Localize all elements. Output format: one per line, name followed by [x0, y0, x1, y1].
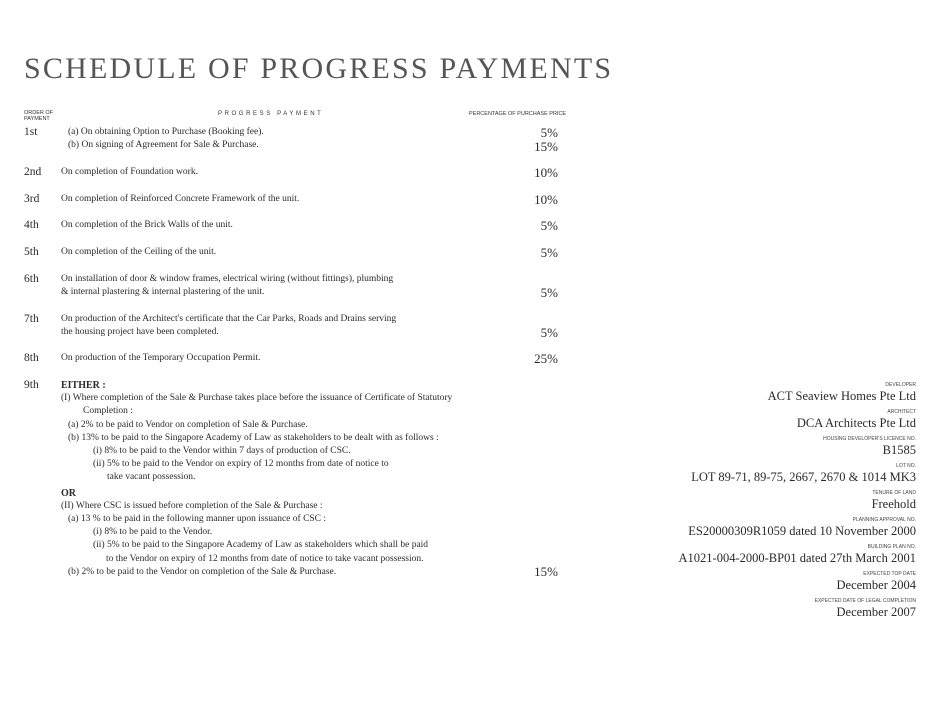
percentage-value: 5% [540, 125, 558, 140]
detail-value: Freehold [871, 497, 916, 511]
detail-value: B1585 [882, 443, 916, 457]
payment-line: (b) 2% to be paid to the Vendor on completion of the Sale & Purchase. [68, 566, 337, 577]
detail-lot-no [576, 462, 916, 484]
percentage-value: 15% [534, 564, 558, 579]
header-progress-payment: PROGRESS PAYMENT [218, 111, 324, 117]
percentage-value: 15% [534, 139, 558, 154]
payment-line: (II) Where CSC is issued before completion of the Sale & Purchase : [61, 500, 323, 511]
order-label: 8th [24, 352, 39, 364]
detail-label: PLANNING APPROVAL NO. [852, 517, 916, 523]
percentage-value: 5% [540, 218, 558, 233]
order-label: 5th [24, 246, 39, 258]
or-label: OR [61, 487, 76, 499]
detail-legal-completion [576, 597, 916, 619]
detail-value: DCA Architects Pte Ltd [796, 416, 916, 430]
percentage-value: 5% [540, 325, 558, 340]
payment-line: (b) On signing of Agreement for Sale & Purchase. [68, 140, 259, 151]
payment-line: (ii) 5% to be paid to the Vendor on expiry of 12 months from date of notice to [93, 459, 389, 470]
detail-label: DEVELOPER [885, 382, 916, 388]
payment-line: to the Vendor on expiry of 12 months from date of notice to take vacant possession. [106, 553, 424, 564]
payment-line: (a) 13 % to be paid in the following manner upon issuance of CSC : [68, 514, 327, 525]
project-details [576, 378, 916, 624]
payment-line: On production of the Architect's certificate that the Car Parks, Roads and Drains serving [61, 314, 397, 324]
payment-line: (ii) 5% to be paid to the Singapore Academy of Law as stakeholders which shall be paid [93, 540, 429, 551]
detail-label: EXPECTED DATE OF LEGAL COMPLETION [814, 598, 916, 604]
order-label: 9th [24, 379, 39, 391]
order-label: 2nd [24, 166, 42, 178]
payment-line: On completion of Reinforced Concrete Framework of the unit. [61, 194, 300, 204]
payment-line: (a) 2% to be paid to Vendor on completion of Sale & Purchase. [68, 419, 308, 430]
order-label: 6th [24, 273, 39, 285]
detail-value: A1021-004-2000-BP01 dated 27th March 2001 [678, 551, 916, 565]
payment-line: (b) 13% to be paid to the Singapore Academy of Law as stakeholders to be dealt with as follows : [68, 432, 439, 443]
detail-top-date [576, 570, 916, 592]
order-label: 7th [24, 313, 39, 325]
detail-value: ACT Seaview Homes Pte Ltd [767, 389, 916, 403]
payment-line: (i) 8% to be paid to the Vendor. [93, 527, 213, 538]
payment-line: the housing project have been completed. [61, 327, 219, 338]
payment-line: On installation of door & window frames, electrical wiring (without fittings), plumbing [61, 274, 394, 284]
payment-line: (I) Where completion of the Sale & Purchase takes place before the issuance of Certificate of Statutory [61, 393, 453, 404]
either-label: EITHER : [61, 380, 106, 391]
payment-line: take vacant possession. [107, 472, 196, 483]
percentage-value: 5% [540, 285, 558, 300]
payment-line: On completion of Foundation work. [61, 167, 198, 177]
payment-line: On completion of the Brick Walls of the unit. [61, 220, 233, 230]
payment-line: Completion : [83, 406, 133, 417]
percentage-value: 10% [534, 192, 558, 207]
detail-label: BUILDING PLAN NO. [867, 544, 916, 550]
order-label: 1st [24, 126, 38, 138]
percentage-value: 25% [534, 351, 558, 366]
payment-line: On completion of the Ceiling of the unit. [61, 247, 217, 257]
percentage-value: 5% [540, 245, 558, 260]
percentage-value: 10% [534, 165, 558, 180]
detail-value: LOT 89-71, 89-75, 2667, 2670 & 1014 MK3 [691, 470, 916, 484]
detail-label: EXPECTED TOP DATE [863, 571, 916, 577]
detail-value: ES20000309R1059 dated 10 November 2000 [688, 524, 916, 538]
detail-developer [576, 381, 916, 403]
detail-architect [576, 408, 916, 430]
payment-line: (i) 8% to be paid to the Vendor within 7 days of production of CSC. [93, 446, 351, 457]
payment-line: On production of the Temporary Occupation Permit. [61, 353, 261, 363]
detail-building-plan [576, 543, 916, 565]
detail-tenure [576, 489, 916, 511]
order-label: 4th [24, 219, 39, 231]
detail-label: HOUSING DEVELOPER'S LICENCE NO. [823, 436, 916, 442]
payment-line: (a) On obtaining Option to Purchase (Booking fee). [68, 127, 264, 137]
detail-licence [576, 435, 916, 457]
page-title: SCHEDULE OF PROGRESS PAYMENTS [24, 52, 614, 85]
detail-value: December 2007 [836, 605, 916, 619]
detail-label: TENURE OF LAND [872, 490, 916, 496]
detail-label: LOT NO. [896, 463, 916, 469]
header-percentage: PERCENTAGE OF PURCHASE PRICE [469, 111, 567, 117]
order-label: 3rd [24, 193, 40, 205]
header-order-of-payment: ORDER OF PAYMENT [24, 110, 54, 122]
detail-label: ARCHITECT [887, 409, 916, 415]
detail-value: December 2004 [836, 578, 916, 592]
detail-planning-approval [576, 516, 916, 538]
payment-line: & internal plastering & internal plastering of the unit. [61, 287, 265, 298]
